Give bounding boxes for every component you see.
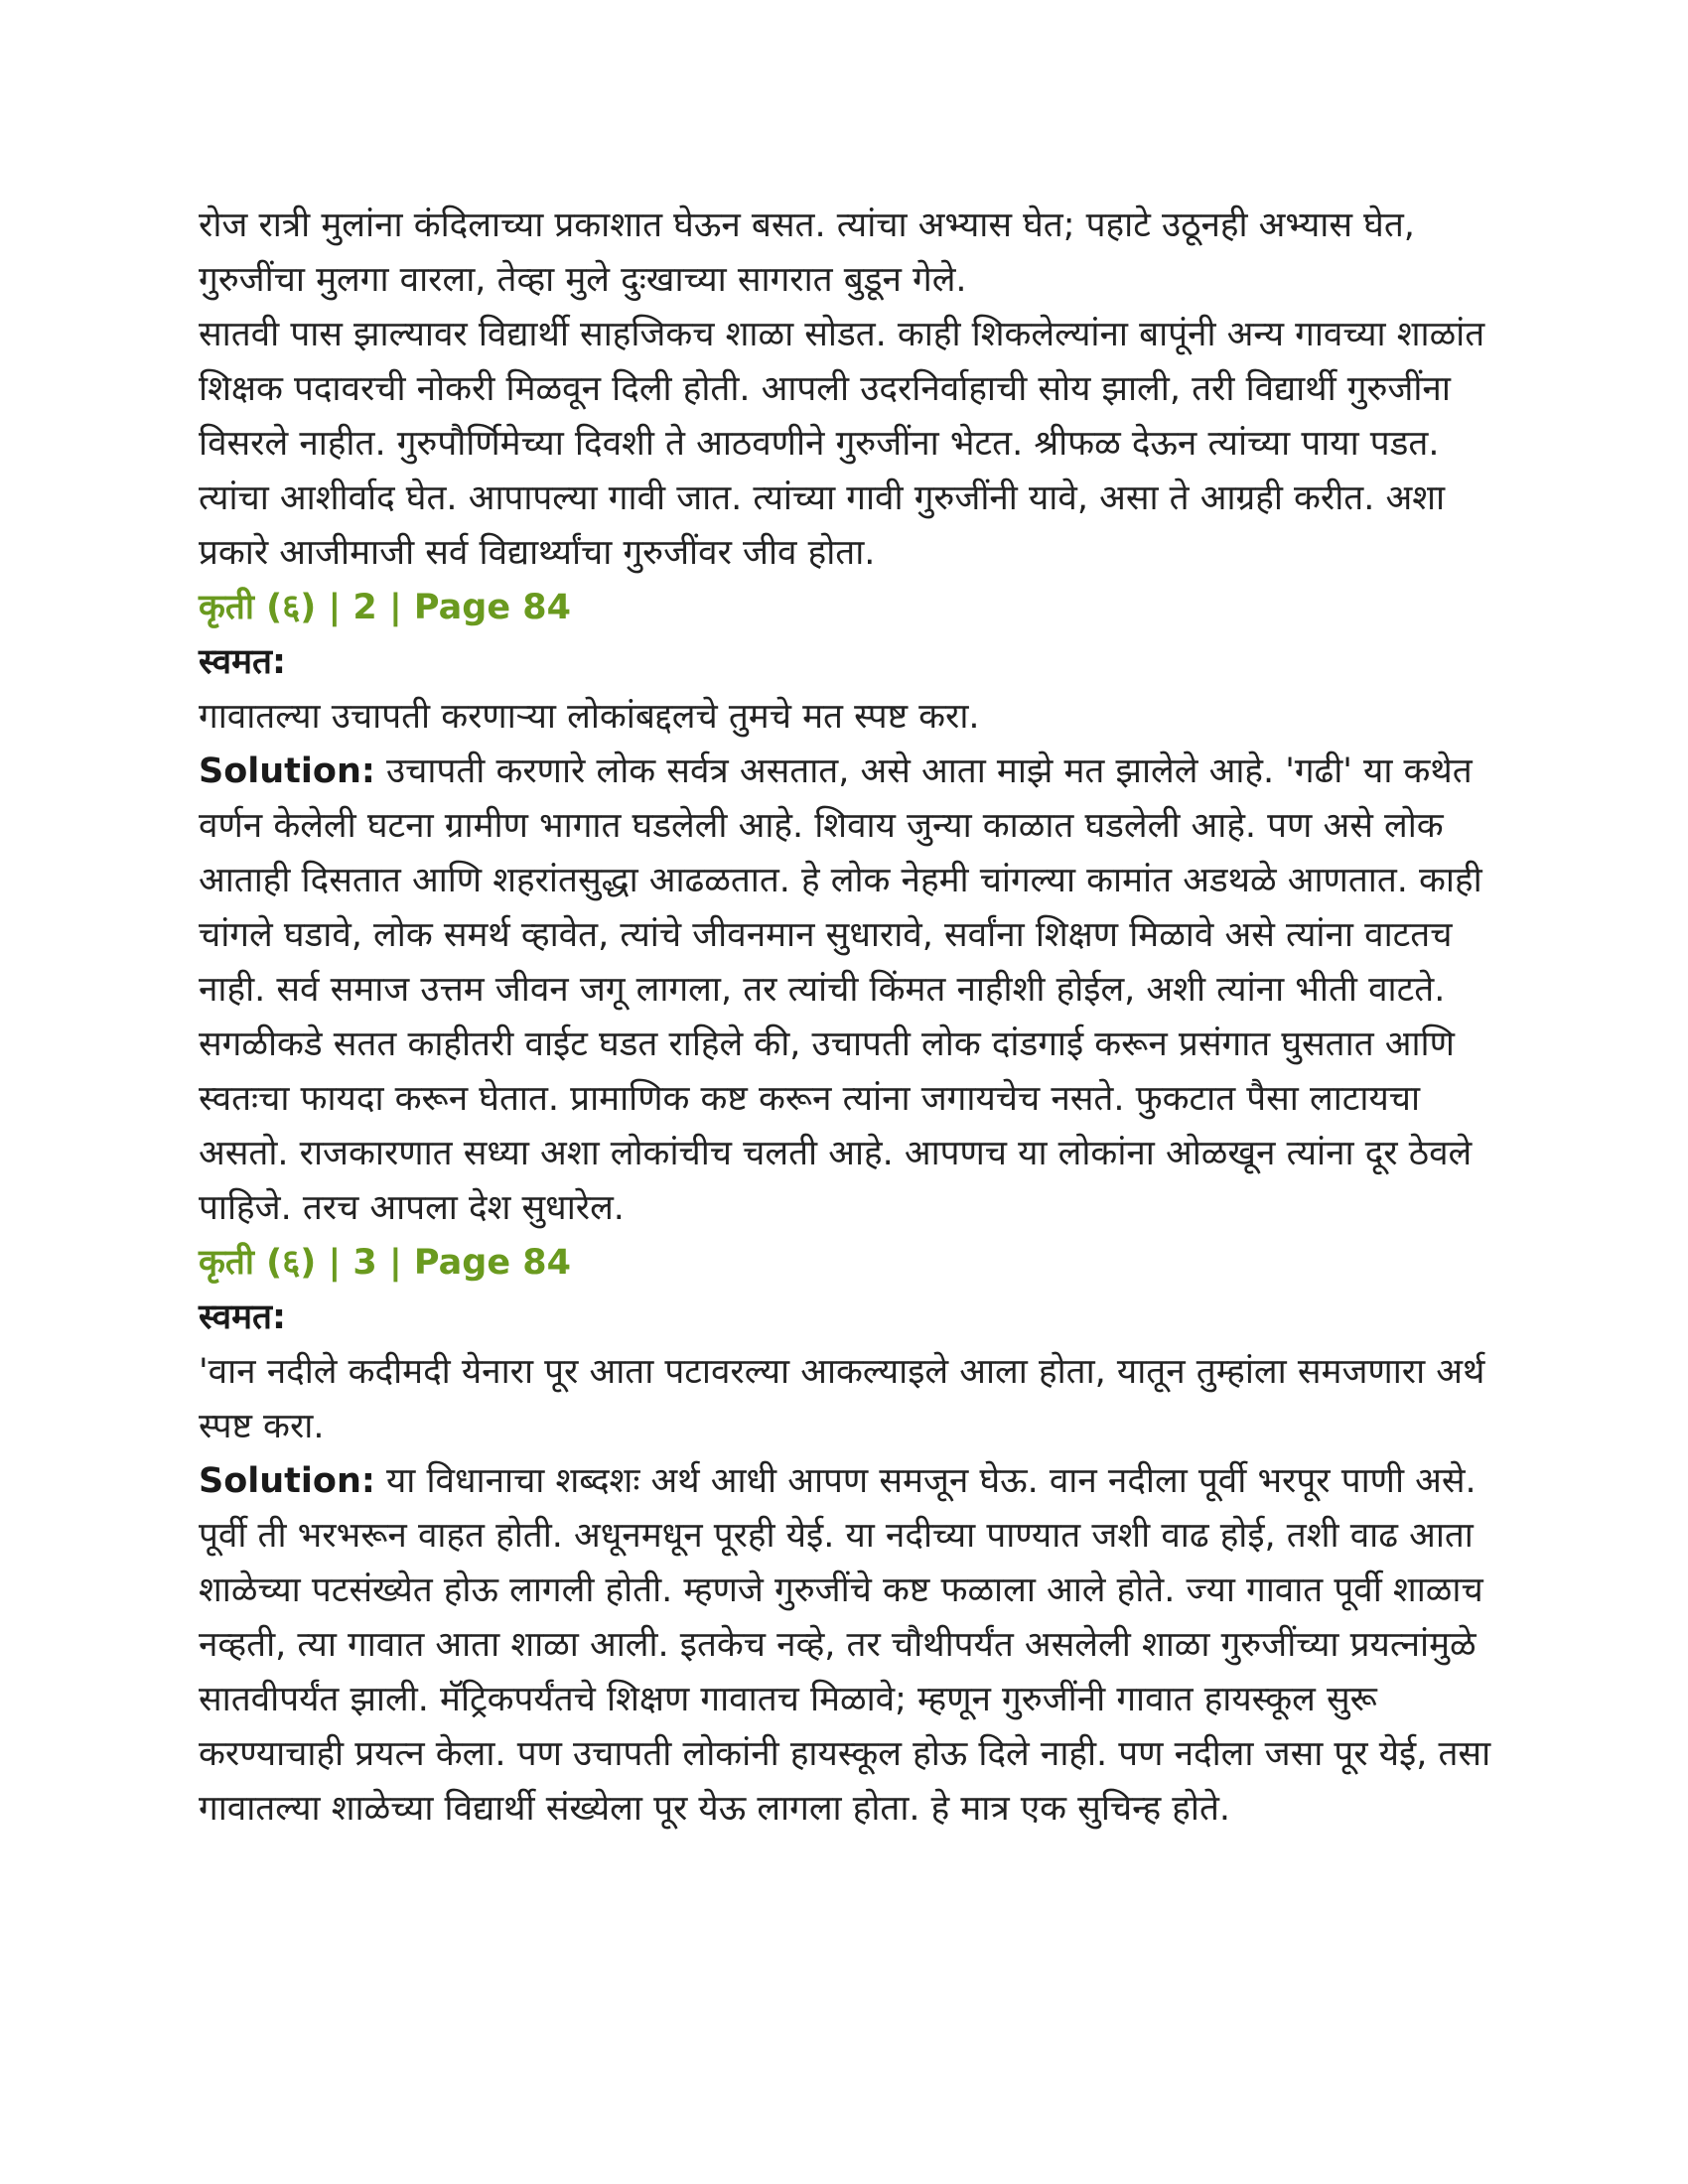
section-2-label: स्वमत: <box>199 642 286 682</box>
section-2-heading: कृती (६) | 2 | Page 84 <box>199 588 571 627</box>
section-3-solution-text: या विधानाचा शब्दशः अर्थ आधी आपण समजून घेऊ. वान नदीला पूर्वी भरपूर पाणी असे. पूर्वी ती भरभरून वाहत होती. अधूनमधून पूरही येई. या नदीच्या पाण्यात जशी वाढ होई, तशी वाढ आता शाळेच्या पटसंख्येत होऊ लागली होती. म्हणजे गुरुजींचे कष्ट फळाला आले होते. ज्या गावात पूर्वी शाळाच नव्हती, त्या गावात आता शाळा आली. इतकेच नव्हे, तर चौथीपर्यंत असलेली शाळा गुरुजींच्या प्रयत्नांमुळे सातवीपर्यंत झाली. मॅट्रिकपर्यंतचे शिक्षण गावातच मिळावे; म्हणून गुरुजींनी गावात हायस्कूल सुरू करण्याचाही प्रयत्न केला. पण उचापती लोकांनी हायस्कूल होऊ दिले नाही. पण नदीला जसा पूर येई, तसा गावातल्या शाळेच्या विद्यार्थी संख्येला पूर येऊ लागला होता. हे मात्र एक सुचिन्ह होते. <box>199 1461 1491 1829</box>
document-page <box>199 199 1499 1837</box>
section-3-heading: कृती (६) | 3 | Page 84 <box>199 1243 571 1283</box>
section-3-question: 'वान नदीले कदीमदी येनारा पूर आता पटावरल्या आकल्याइले आला होता, यातून तुम्हांला समजणारा अर्थ स्पष्ट करा. <box>199 1352 1485 1446</box>
section-3-label: स्वमत: <box>199 1297 286 1337</box>
section-3-solution-label: Solution: <box>199 1461 375 1501</box>
section-3-solution <box>199 1454 1499 1837</box>
intro-paragraph-1: रोज रात्री मुलांना कंदिलाच्या प्रकाशात घेऊन बसत. त्यांचा अभ्यास घेत; पहाटे उठूनही अभ्यास घेत, गुरुजींचा मुलगा वारला, तेव्हा मुले दुःखाच्या सागरात बुडून गेले. <box>199 205 1415 300</box>
intro-paragraph-2: सातवी पास झाल्यावर विद्यार्थी साहजिकच शाळा सोडत. काही शिकलेल्यांना बापूंनी अन्य गावच्या शाळांत शिक्षक पदावरची नोकरी मिळवून दिली होती. आपली उदरनिर्वाहाची सोय झाली, तरी विद्यार्थी गुरुजींना विसरले नाहीत. गुरुपौर्णिमेच्या दिवशी ते आठवणीने गुरुजींना भेटत. श्रीफळ देऊन त्यांच्या पाया पडत. त्यांचा आशीर्वाद घेत. आपापल्या गावी जात. त्यांच्या गावी गुरुजींनी यावे, असा ते आग्रही करीत. अशा प्रकारे आजीमाजी सर्व विद्यार्थ्यांचा गुरुजींवर जीव होता. <box>199 315 1485 573</box>
section-2-solution-label: Solution: <box>199 751 375 791</box>
section-2-solution <box>199 745 1499 1236</box>
section-2-solution-text: उचापती करणारे लोक सर्वत्र असतात, असे आता माझे मत झालेले आहे. 'गढी' या कथेत वर्णन केलेली घटना ग्रामीण भागात घडलेली आहे. शिवाय जुन्या काळात घडलेली आहे. पण असे लोक आताही दिसतात आणि शहरांतसुद्धा आढळतात. हे लोक नेहमी चांगल्या कामांत अडथळे आणतात. काही चांगले घडावे, लोक समर्थ व्हावेत, त्यांचे जीवनमान सुधारावे, सर्वांना शिक्षण मिळावे असे त्यांना वाटतच नाही. सर्व समाज उत्तम जीवन जगू लागला, तर त्यांची किंमत नाहीशी होईल, अशी त्यांना भीती वाटते. सगळीकडे सतत काहीतरी वाईट घडत राहिले की, उचापती लोक दांडगाई करून प्रसंगात घुसतात आणि स्वतःचा फायदा करून घेतात. प्रामाणिक कष्ट करून त्यांना जगायचेच नसते. फुकटात पैसा लाटायचा असतो. राजकारणात सध्या अशा लोकांचीच चलती आहे. आपणच या लोकांना ओळखून त्यांना दूर ठेवले पाहिजे. तरच आपला देश सुधारेल. <box>199 751 1482 1228</box>
section-2-question: गावातल्या उचापती करणाऱ्या लोकांबद्दलचे तुमचे मत स्पष्ट करा. <box>199 697 980 737</box>
